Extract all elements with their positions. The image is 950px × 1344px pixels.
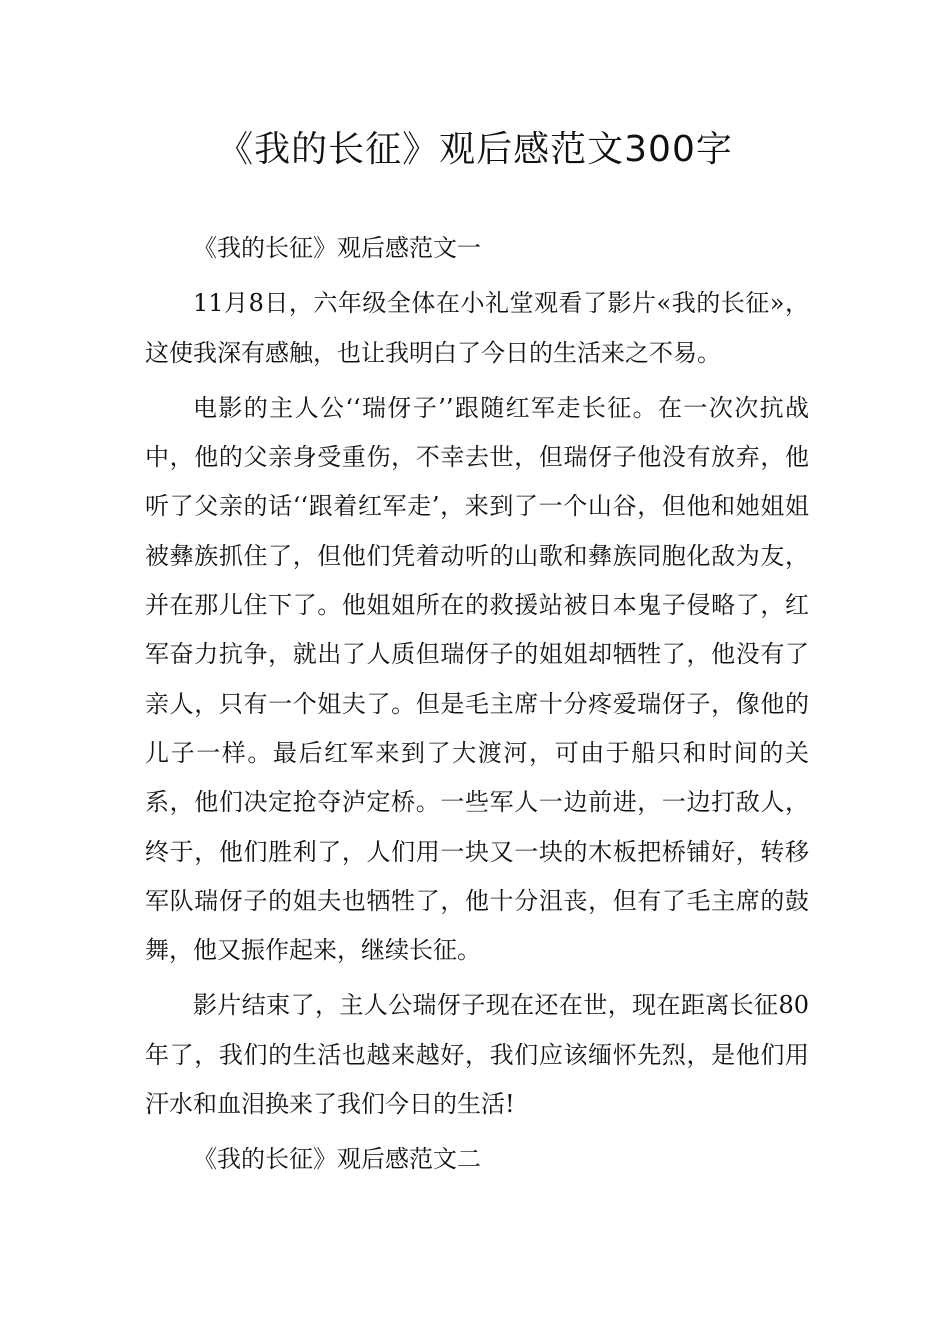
paragraph-3: 影片结束了，主人公瑞伢子现在还在世，现在距离长征80年了，我们的生活也越来越好，我们应该缅怀先烈，是他们用汗水和血泪换来了我们今日的生活! xyxy=(145,991,809,1119)
document-body xyxy=(145,224,809,1191)
section-heading-2: 《我的长征》观后感范文二 xyxy=(193,1145,481,1174)
document-title: 《我的长征》观后感范文300字 xyxy=(217,129,733,170)
paragraph-1: 11月8日，六年级全体在小礼堂观看了影片«我的长征»，这使我深有感触，也让我明白了今日的生活来之不易。 xyxy=(145,289,809,367)
paragraph-2: 电影的主人公‘‘瑞伢子’’跟随红军走长征。在一次次抗战中，他的父亲身受重伤，不幸去世，但瑞伢子他没有放弃，他听了父亲的话‘‘跟着红军走’，来到了一个山谷，但他和她姐姐被彝族抓住了，但他们凭着动听的山歌和彝族同胞化敌为友，并在那儿住下了。他姐姐所在的救援站被日本鬼子侵略了，红军奋力抗争，就出了人质但瑞伢子的姐姐却牺牲了，他没有了亲人，只有一个姐夫了。但是毛主席十分疼爱瑞伢子，像他的儿子一样。最后红军来到了大渡河，可由于船只和时间的关系，他们决定抢夺泸定桥。一些军人一边前进，一边打敌人，终于，他们胜利了，人们用一块又一块的木板把桥铺好，转移军队瑞伢子的姐夫也牺牲了，他十分沮丧，但有了毛主席的鼓舞，他又振作起来，继续长征。 xyxy=(145,393,809,965)
section-heading-1: 《我的长征》观后感范文一 xyxy=(193,234,481,262)
